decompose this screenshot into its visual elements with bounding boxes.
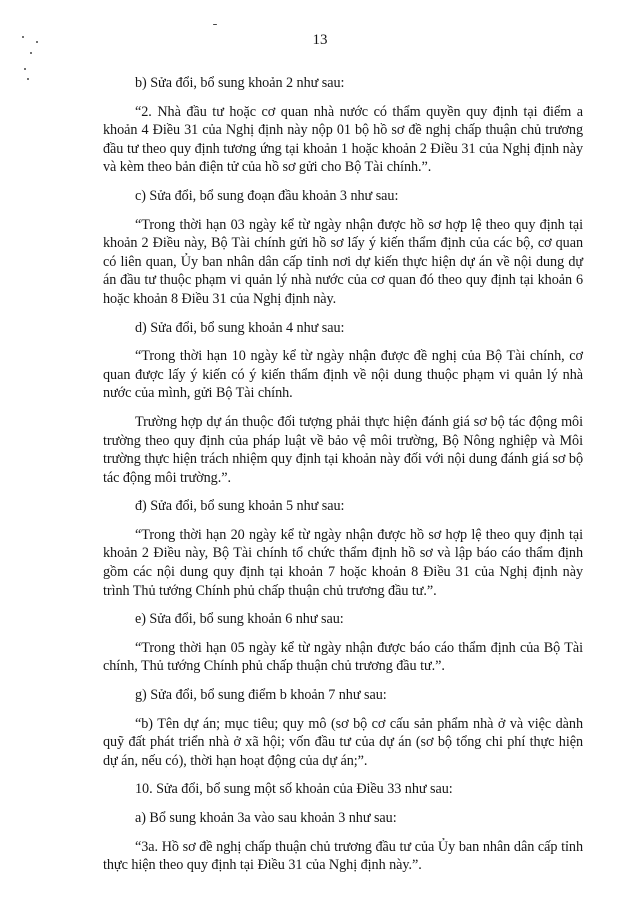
document-body xyxy=(103,74,583,885)
paragraph-10a-text: “3a. Hồ sơ đề nghị chấp thuận chủ trương đầu tư của Ủy ban nhân dân cấp tỉnh thực hiện theo quy định tại Điều 31 của Nghị định này.”. xyxy=(103,838,583,874)
paragraph-b-heading: b) Sửa đổi, bổ sung khoản 2 như sau: xyxy=(135,75,345,91)
paragraph-g-heading: g) Sửa đổi, bổ sung điểm b khoản 7 như sau: xyxy=(135,687,387,704)
paragraph-c-heading: c) Sửa đổi, bổ sung đoạn đầu khoản 3 như sau: xyxy=(135,187,399,204)
paragraph-d-text-2: Trường hợp dự án thuộc đối tượng phải thực hiện đánh giá sơ bộ tác động môi trường theo quy định của pháp luật về bảo vệ môi trường, Bộ Nông nghiệp và Môi trường thực hiện trách nhiệm quy định tại khoản này đối với nội dung đánh giá sơ bộ tác động môi trường.”. xyxy=(103,413,583,486)
paragraph-e-heading: e) Sửa đổi, bổ sung khoản 6 như sau: xyxy=(135,611,344,628)
paragraph-dd-text: “Trong thời hạn 20 ngày kể từ ngày nhận được hồ sơ hợp lệ theo quy định tại khoản 2 Điều này, Bộ Tài chính tổ chức thẩm định hồ sơ và lập báo cáo thẩm định gồm các nội dung quy định tại khoản 7 hoặc khoản 8 Điều 31 của Nghị định này trình Thủ tướng Chính phủ chấp thuận chủ trương đầu tư.”. xyxy=(103,526,583,599)
paragraph-10a-heading: a) Bổ sung khoản 3a vào sau khoản 3 như sau: xyxy=(135,810,397,826)
page-number: 13 xyxy=(312,32,328,48)
paragraph-e-text: “Trong thời hạn 05 ngày kể từ ngày nhận được báo cáo thẩm định của Bộ Tài chính, Thủ tướng Chính phủ chấp thuận chủ trương đầu tư.”. xyxy=(103,639,583,675)
paragraph-g-text: “b) Tên dự án; mục tiêu; quy mô (sơ bộ cơ cấu sản phẩm nhà ở và việc dành quỹ đất phát triển nhà ở xã hội; vốn đầu tư của dự án (sơ bộ tổng chi phí thực hiện dự án, nếu có), thời hạn hoạt động của dự án;”. xyxy=(103,715,583,769)
paragraph-dd-heading: đ) Sửa đổi, bổ sung khoản 5 như sau: xyxy=(135,498,345,515)
paragraph-b-text: “2. Nhà đầu tư hoặc cơ quan nhà nước có thẩm quyền quy định tại điểm a khoản 4 Điều 31 của Nghị định này nộp 01 bộ hồ sơ đề nghị chấp thuận chủ trương đầu tư theo quy định tương ứng tại khoản 1 hoặc khoản 2 Điều 31 của Nghị định này và kèm theo bản điện tử của hồ sơ gửi cho Bộ Tài chính.”. xyxy=(103,103,583,176)
paragraph-10-heading: 10. Sửa đổi, bổ sung một số khoản của Điều 33 như sau: xyxy=(135,781,453,798)
paragraph-c-text: “Trong thời hạn 03 ngày kể từ ngày nhận được hồ sơ hợp lệ theo quy định tại khoản 2 Điều này, Bộ Tài chính gửi hồ sơ lấy ý kiến thẩm định của các bộ, cơ quan có liên quan, Ủy ban nhân dân cấp tỉnh nơi dự kiến thực hiện dự án về nội dung dự án đầu tư thuộc phạm vi quản lý nhà nước của cơ quan đó theo quy định tại khoản 6 hoặc khoản 8 Điều 31 của Nghị định này. xyxy=(103,216,583,307)
paragraph-d-text: “Trong thời hạn 10 ngày kể từ ngày nhận được đề nghị của Bộ Tài chính, cơ quan được lấy ý kiến có ý kiến thẩm định về nội dung thuộc phạm vi quản lý nhà nước của mình, gửi Bộ Tài chính. xyxy=(103,348,583,402)
paragraph-d-heading: d) Sửa đổi, bổ sung khoản 4 như sau: xyxy=(135,319,345,336)
